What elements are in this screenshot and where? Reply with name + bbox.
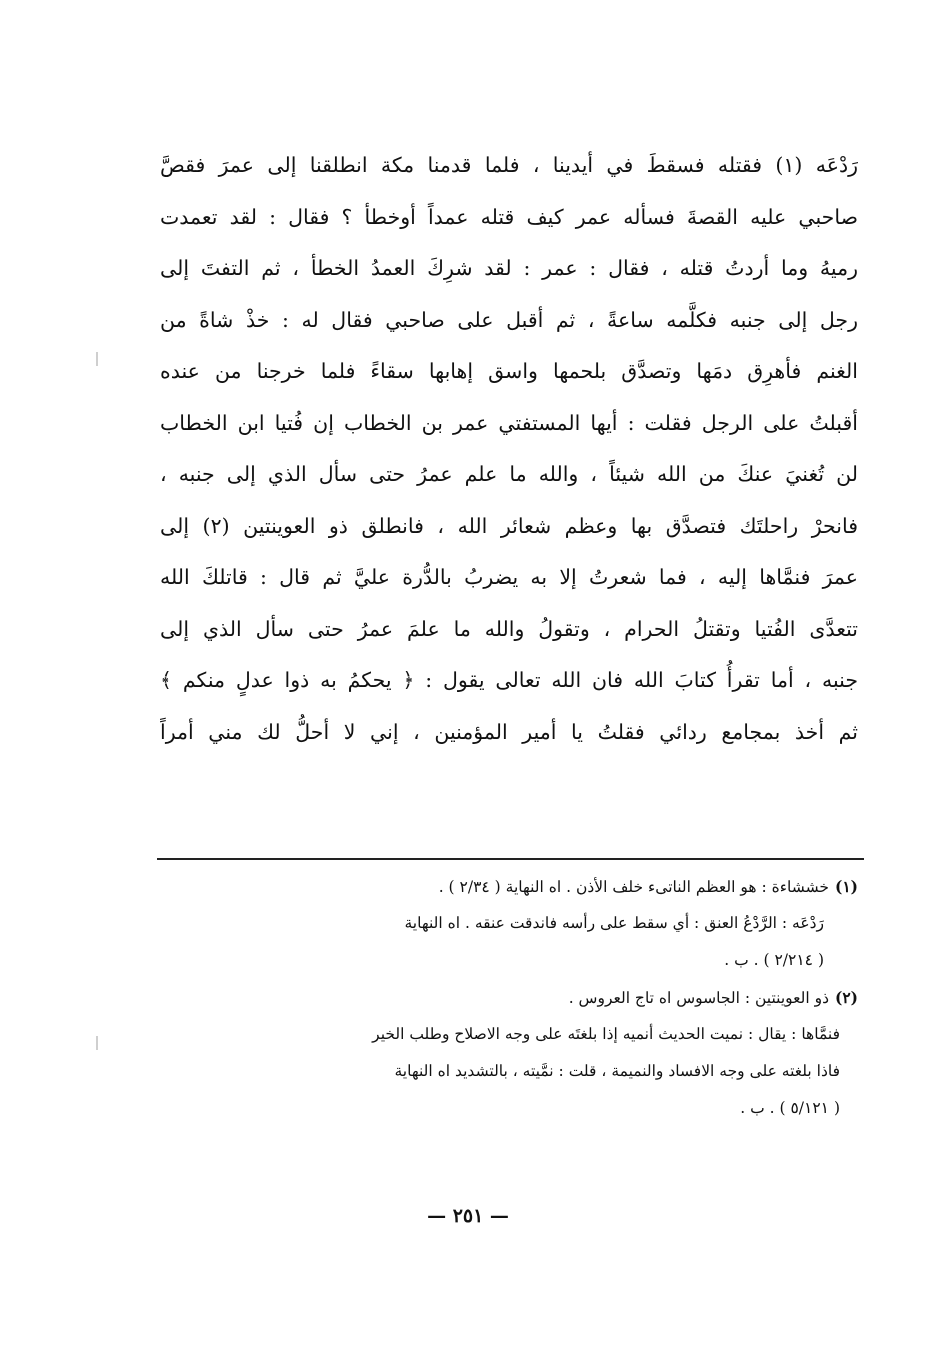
footnotes (150, 868, 858, 1127)
margin-mark (96, 352, 98, 366)
footnote-text: ( ٢/٢١٤ ) . ب . (724, 951, 824, 969)
page-number: — ٢٥١ — (427, 1205, 509, 1227)
footnote-number: (٢) (834, 988, 858, 1007)
main-text (160, 140, 858, 758)
text-line: الغنم فأهرِق دمَها وتصدَّق بلحمها واسق إهابها سقاءً فلما خرجنا من عنده (160, 359, 858, 383)
footnote-text: خششاءة : هو العظم الناتىء خلف الأذن . اه النهاية ( ٢/٣٤ ) . (438, 878, 829, 896)
text-line: لن تُغنيَ عنكَ من الله شيئاً ، والله ما علم عمرُ حتى سأل الذي إلى جنبه ، (160, 462, 858, 486)
text-line: رميهُ وما أردتُ قتله ، فقال : عمر : لقد شرِكَ العمدُ الخطأ ، ثم التفتَ إلى (160, 256, 858, 280)
footnote-text: فنمَّاها : يقال : نميت الحديث أنميه إذا بلغتَه على وجه الاصلاح وطلب الخير (372, 1025, 840, 1043)
text-line: فانحرْ راحلتَك فتصدَّق بها وعظم شعائر الله ، فانطلق ذو العوينتين (٢) إلى (160, 513, 858, 538)
footnote-continuation (150, 1090, 858, 1127)
footnote-number: (١) (834, 877, 858, 896)
footnote-continuation (150, 905, 858, 942)
text-line: أقبلتُ على الرجل فقلت : أيها المستفتي عمر بن الخطاب إن فُتيا ابن الخطاب (160, 410, 858, 435)
footnote-continuation (150, 1016, 858, 1053)
footnote-2 (150, 979, 858, 1016)
text-line: رجل إلى جنبه فكلَّمه ساعةً ، ثم أقبل على صاحبي فقال له : خذْ شاةً من (160, 307, 858, 332)
text-line: رَدْعَه (١) فقتله فسقطَ في أيدينا ، فلما قدمنا مكة انطلقنا إلى عمرَ فقصَّ (160, 153, 858, 177)
text-line: عمرَ فنمَّاها إليه ، فما شعرتُ إلا به يضربُ بالدُّرة عليَّ ثم قال : قاتلكَ الله (160, 565, 858, 589)
footnote-continuation (150, 1053, 858, 1090)
footnote-divider (157, 858, 864, 860)
footnote-continuation (150, 942, 858, 979)
text-line: تتعدَّى الفُتيا وتقتلُ الحرام ، وتقولُ والله ما علمَ عمرُ حتى سأل الذي إلى (160, 616, 858, 641)
footnote-text: فاذا بلغته على وجه الافساد والنميمة ، قلت : نمَّيته ، بالتشديد اه النهاية (394, 1062, 840, 1080)
text-line: جنبه ، أما تقرأُ كتابَ الله فان الله تعالى يقول : ﴿ يحكمُ به ذوا عدلٍ منكم ﴾ (160, 668, 858, 692)
text-line: صاحبي عليه القصةَ فسأله عمر كيف قتله عمداً أوخطأ ؟ فقال : لقد تعمدت (160, 204, 858, 229)
text-line: ثم أخذ بمجامع ردائي فقلتُ يا أمير المؤمنين ، إني لا أحلُّ لك مني أمراً (160, 719, 858, 744)
margin-mark (96, 1036, 98, 1050)
footnote-text: ( ٥/١٢١ ) . ب . (740, 1099, 840, 1117)
footnote-text: رَدْعَه : الرَّدْعُ العنق : أي سقط على رأسه فاندقت عنقه . اه النهاية (404, 914, 824, 932)
footnote-text: ذو العوينتين : الجاسوس اه تاج العروس . (568, 989, 829, 1007)
footnote-1 (150, 868, 858, 905)
